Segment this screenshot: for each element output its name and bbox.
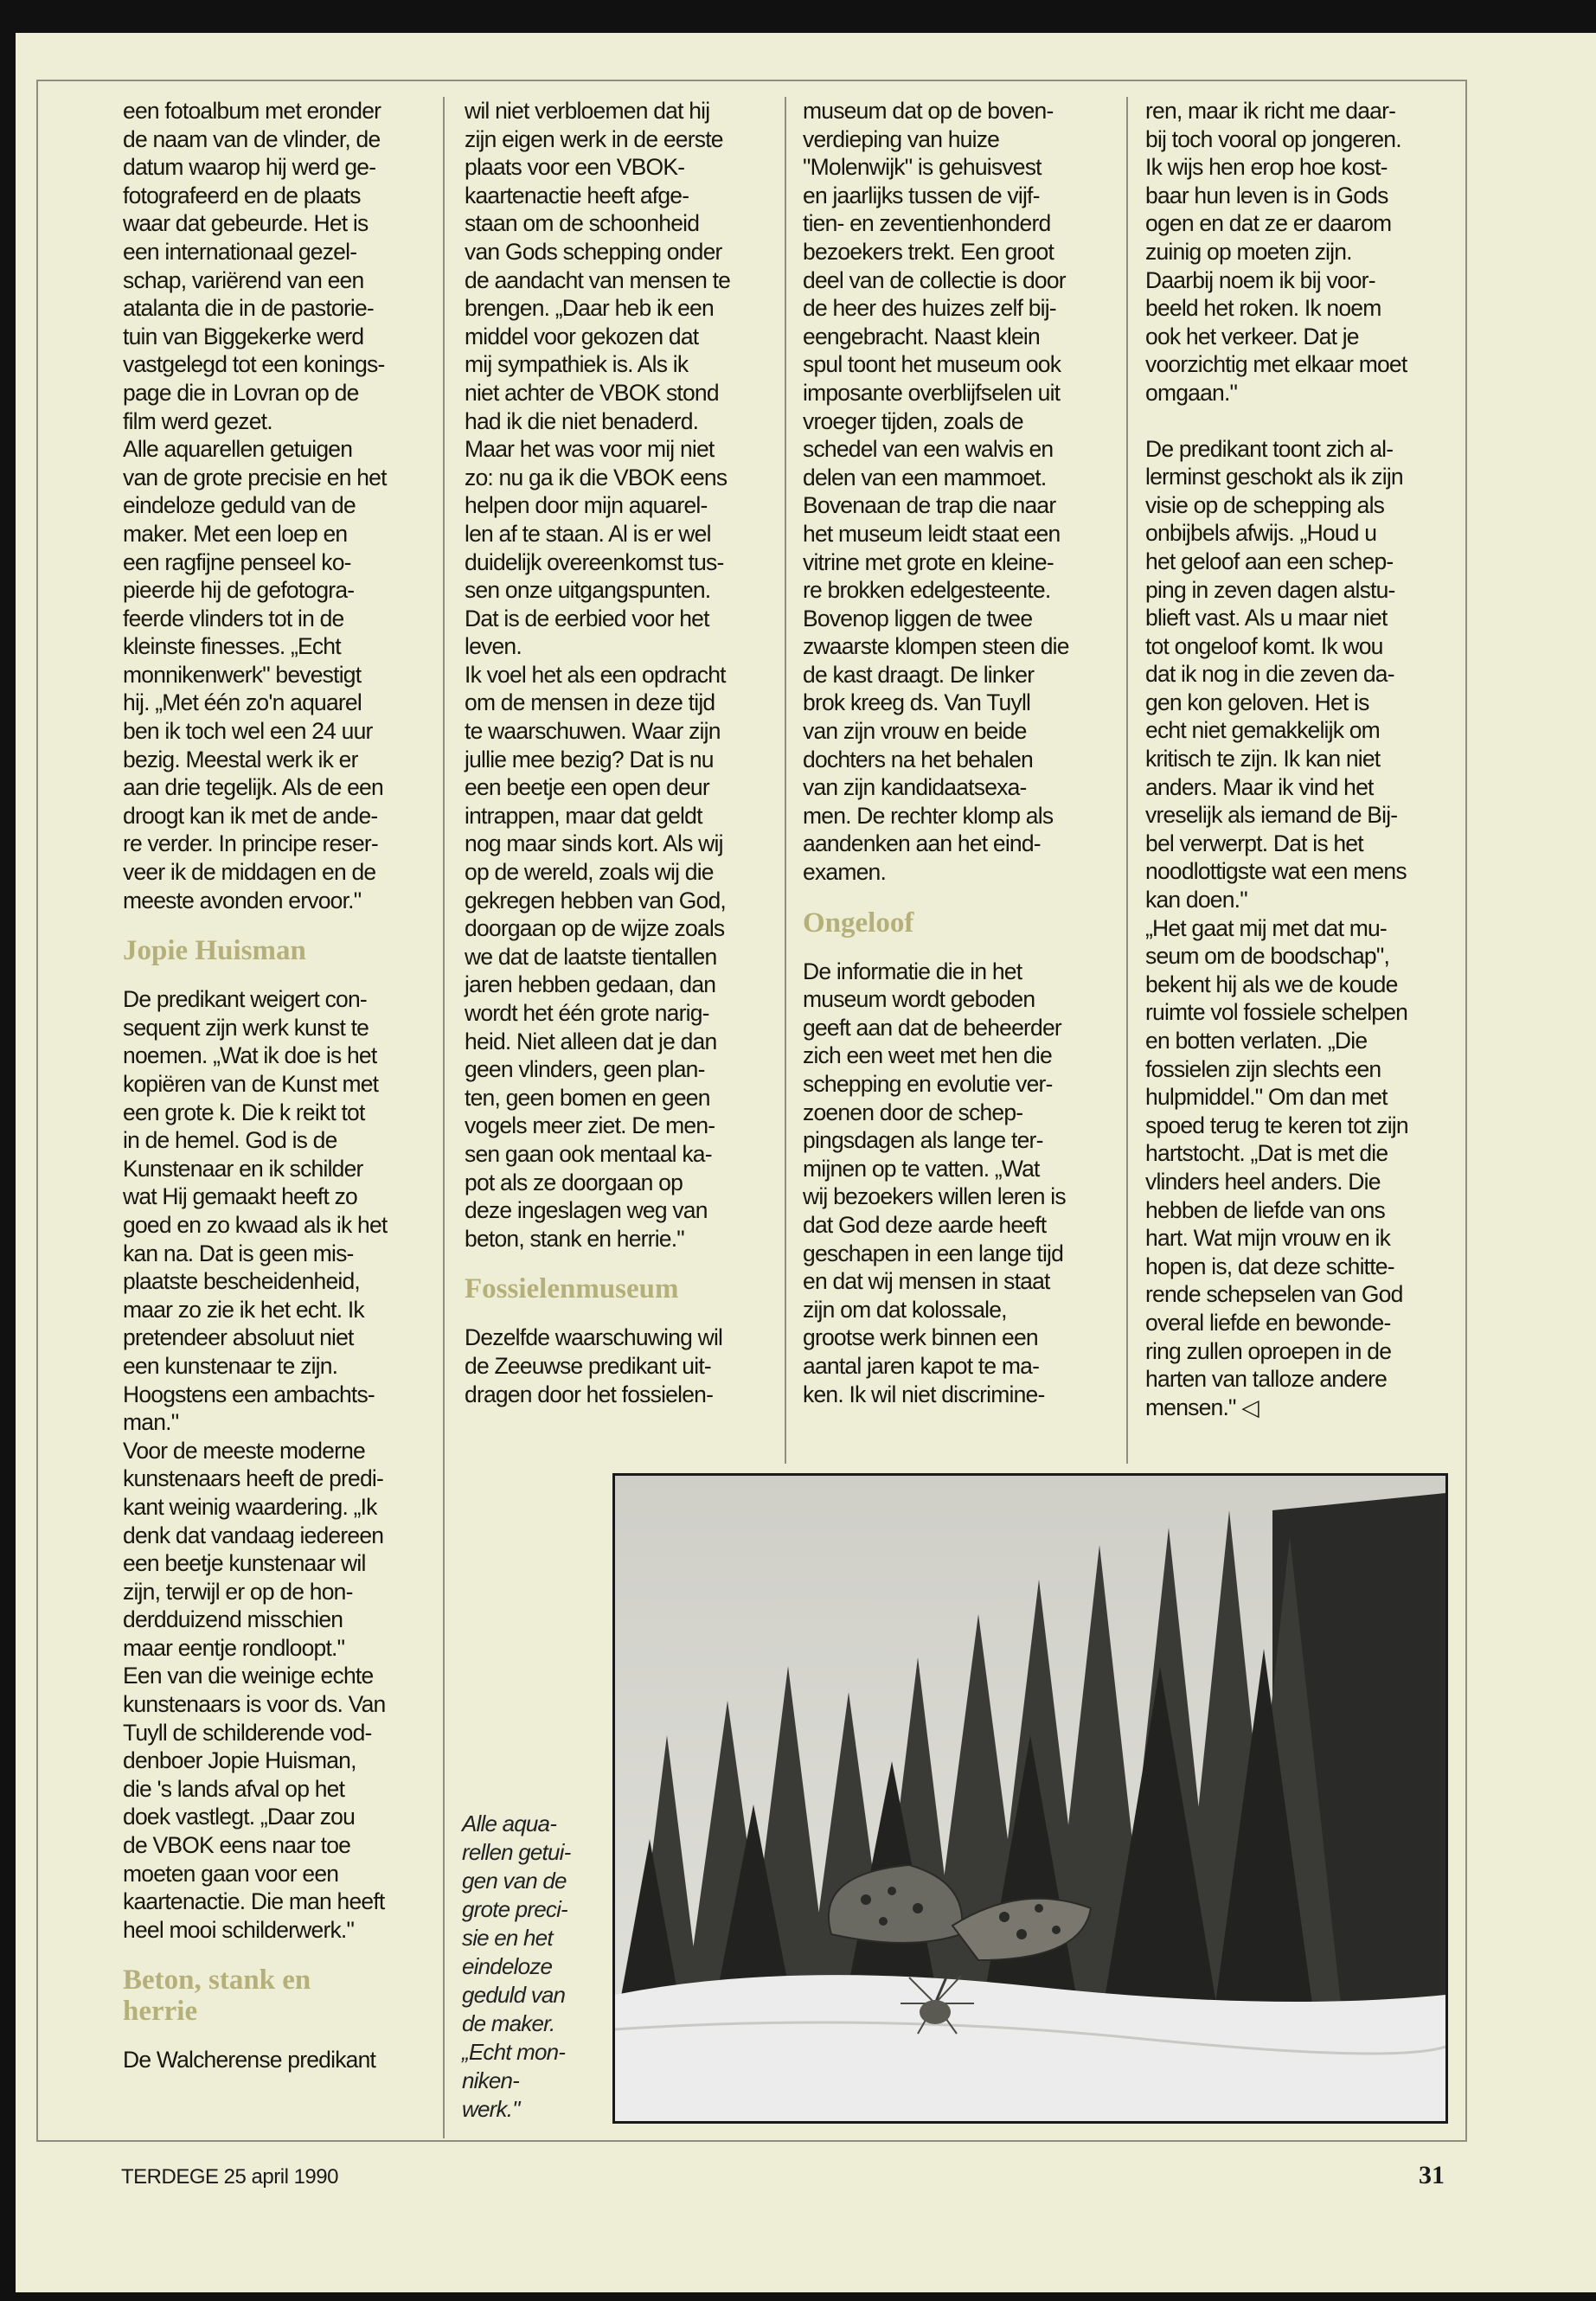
column-divider bbox=[443, 97, 445, 2138]
footer-issue: TERDEGE 25 april 1990 bbox=[121, 2165, 338, 2189]
column-divider bbox=[1126, 97, 1128, 1464]
article-column-1 bbox=[123, 97, 434, 2074]
section-heading: Jopie Huisman bbox=[123, 935, 306, 967]
body-paragraph: een fotoalbum met eronder de naam van de vlinder, de datum waarop hij werd ge- fotografeerd en de plaats waar dat gebeurde. Het is een internationaal gezel- schap, variërend van een atalanta die in de pastorie- tuin van Biggekerke werd vastgelegd tot een konings- page die in Lovran op de film werd gezet. Alle aquarellen getuigen van de grote precisie en het eindeloze geduld van de maker. Met een loep en een ragfijne penseel ko- pieerde hij de gefotogra- feerde vlinders tot in de kleinste finesses. „Echt monnikenwerk" bevestigt hij. „Met één zo'n aquarel ben ik toch wel een 24 uur bezig. Meestal werk ik er aan drie tegelijk. Als de een droogt kan ik met de ande- re verder. In principe reser- veer ik de middagen en de meeste avonden ervoor." bbox=[123, 98, 387, 913]
body-paragraph: De predikant toont zich al- lerminst geschokt als ik zijn visie op de schepping als onbijbels afwijs. „Houd u het geloof aan een schep- ping in zeven dagen alstu- blieft vast. Als u maar niet tot ongeloof komt. Ik wou dat ik nog in die zeven da- gen kon geloven. Het is echt niet gemakkelijk om kritisch te zijn. Ik kan niet anders. Maar ik vind het vreselijk als iemand de Bij- bel verwerpt. Dat is het noodlottigste wat een mens kan doen." „Het gaat mij met dat mu- seum om de boodschap", bekent hij als we de koude ruimte vol fossiele schelpen en botten verlaten. „Die fossielen zijn slechts een hulpmiddel." Om dan met spoed terug te keren tot zijn hartstocht. „Dat is met die vlinders heel anders. Die hebben de liefde van ons hart. Wat mijn vrouw en ik hopen is, dat deze schitte- rende schepselen van God overal liefde en bewonde- ring zullen oproepen in de harten van talloze andere mensen." ◁ bbox=[1145, 435, 1408, 1420]
body-paragraph: De Walcherense predikant bbox=[123, 2047, 376, 2073]
article-column-3 bbox=[803, 97, 1118, 1408]
body-paragraph: museum dat op de boven- verdieping van huize "Molenwijk" is gehuisvest en jaarlijks tussen de vijf- tien- en zeventienhonderd bezoekers trekt. Een groot deel van de collectie is door de heer des huizes zelf bij- eengebracht. Naast klein spul toont het museum ook imposante overblijfselen uit vroeger tijden, zoals de schedel van een walvis en delen van een mammoet. Bovenaan de trap die naar het museum leidt staat een vitrine met grote en kleine- re brokken edelgesteente. Bovenop liggen de twee zwaarste klompen steen die de kast draagt. De linker brok kreeg ds. Van Tuyll van zijn vrouw en beide dochters na het behalen van zijn kandidaatsexa- men. De rechter klomp als aandenken aan het eind- examen. bbox=[803, 98, 1069, 886]
body-paragraph: De predikant weigert con- sequent zijn werk kunst te noemen. „Wat ik doe is het kopiëren van de Kunst met een grote k. Die k reikt tot in de hemel. God is de Kunstenaar en ik schilder wat Hij gemaakt heeft zo goed en zo kwaad als ik het kan na. Dat is geen mis- plaatste bescheidenheid, maar zo zie ik het echt. Ik pretendeer absoluut niet een kunstenaar te zijn. Hoogstens een ambachts- man." Voor de meeste moderne kunstenaars heeft de predi- kant weinig waardering. „Ik denk dat vandaag iedereen een beetje kunstenaar wil zijn, terwijl er op de hon- derdduizend misschien maar eentje rondloopt." Een van die weinige echte kunstenaars is voor ds. Van Tuyll de schilderende vod- denboer Jopie Huisman, die 's lands afval op het doek vastlegt. „Daar zou de VBOK eens naar toe moeten gaan voor een kaartenactie. Die man heeft heel mooi schilderwerk." bbox=[123, 986, 388, 1943]
article-column-4 bbox=[1145, 97, 1457, 1421]
body-paragraph: De informatie die in het museum wordt geboden geeft aan dat de beheerder zich een weet met hen die schepping en evolutie ver- zoenen door de schep- pingsdagen als lange ter- mijnen op te vatten. „Wat wij bezoekers willen leren is dat God deze aarde heeft geschapen in een lange tijd en dat wij mensen in staat zijn om dat kolossale, grootse werk binnen een aantal jaren kapot te ma- ken. Ik wil niet discrimine- bbox=[803, 958, 1066, 1407]
watercolor-photo bbox=[612, 1473, 1448, 2124]
section-heading: Beton, stank en herrie bbox=[123, 1965, 311, 2028]
article-column-2 bbox=[465, 97, 776, 1408]
body-paragraph: ren, maar ik richt me daar- bij toch vooral op jongeren. Ik wijs hen erop hoe kost- baar hun leven is in Gods ogen en dat ze er daarom zuinig op moeten zijn. Daarbij noem ik bij voor- beeld het roken. Ik noem ook het verkeer. Dat je voorzichtig met elkaar moet omgaan." bbox=[1145, 98, 1407, 406]
section-heading: Ongeloof bbox=[803, 907, 914, 939]
page-number: 31 bbox=[1419, 2161, 1445, 2189]
body-paragraph: wil niet verbloemen dat hij zijn eigen werk in de eerste plaats voor een VBOK- kaartenactie heeft afge- staan om de schoonheid van Gods schepping onder de aandacht van mensen te brengen. „Daar heb ik een middel voor gekozen dat mij sympathiek is. Als ik niet achter de VBOK stond had ik die niet benaderd. Maar het was voor mij niet zo: nu ga ik die VBOK eens helpen door mijn aquarel- len af te staan. Al is er wel duidelijk overeenkomst tus- sen onze uitgangspunten. Dat is de eerbied voor het leven. Ik voel het als een opdracht om de mensen in deze tijd te waarschuwen. Waar zijn jullie mee bezig? Dat is nu een beetje een open deur intrappen, maar dat geldt nog maar sinds kort. Als wij op de wereld, zoals wij die gekregen hebben van God, doorgaan op de wijze zoals we dat de laatste tientallen jaren hebben gedaan, dan wordt het één grote narig- heid. Niet alleen dat je dan geen vlinders, geen plan- ten, geen bomen en geen vogels meer ziet. De men- sen gaan ook mentaal ka- pot als ze doorgaan op deze ingeslagen weg van beton, stank en herrie." bbox=[465, 98, 731, 1252]
body-paragraph: Dezelfde waarschuwing wil de Zeeuwse predikant uit- dragen door het fossielen- bbox=[465, 1324, 723, 1407]
photo-caption: Alle aqua- rellen getui- gen van de grote preci- sie en het eindeloze geduld van de maker. „Echt mon- niken- werk." bbox=[462, 1811, 571, 2122]
column-divider bbox=[785, 97, 786, 1464]
section-heading: Fossielenmuseum bbox=[465, 1273, 679, 1305]
forest-butterfly-illustration bbox=[615, 1476, 1445, 2121]
